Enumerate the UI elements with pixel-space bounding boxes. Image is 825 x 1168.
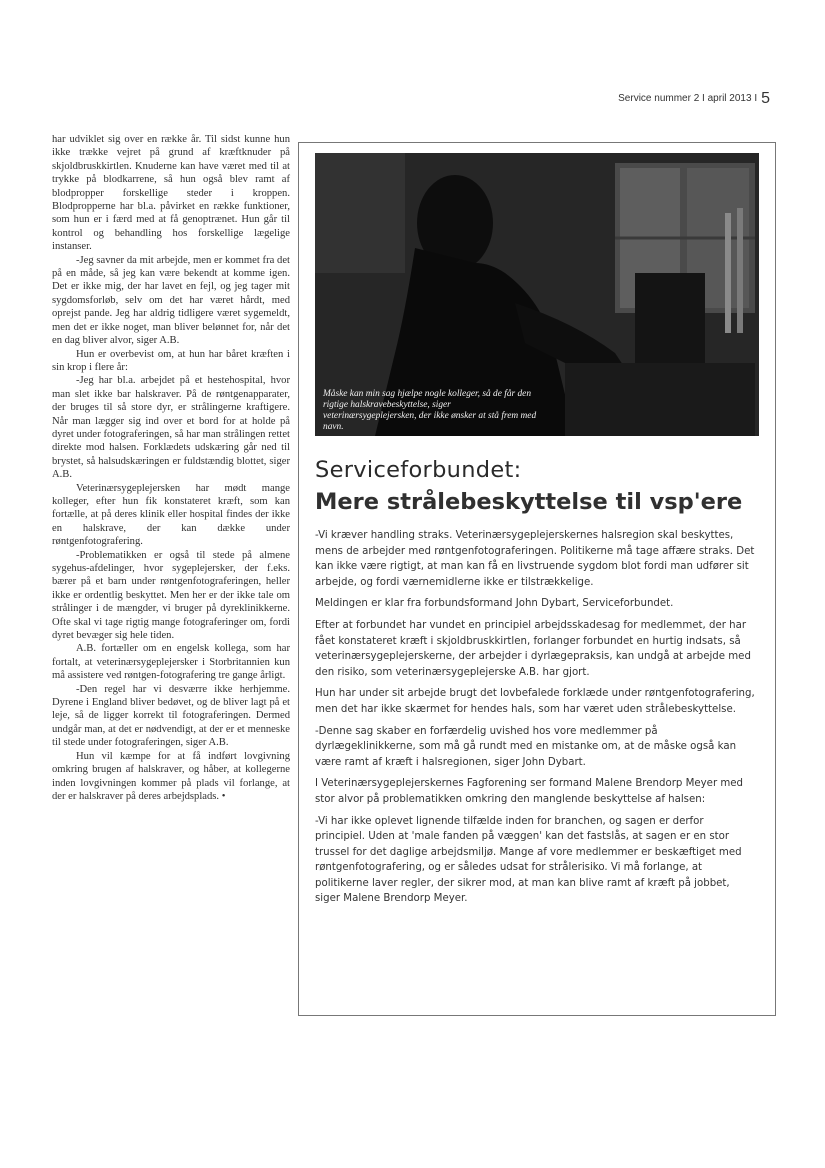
- article-photo: [315, 153, 759, 436]
- article-paragraph-1: -Vi kræver handling straks. Veterinærsygeplejerskernes halsregion skal beskyttes, mens de arbejder med røntgenfotograferingen. Politikerne må tage affære straks. Det kan ikke være rigtigt, at man kan få en livstruende sygdom blot fordi man udfører sit arbejde, og fordi værnemidlerne ikke er tilstrækkelige.: [315, 530, 755, 588]
- article-paragraph-4: Hun har under sit arbejde brugt det lovbefalede forklæde under røntgenfotografering, men det har ikke skærmet for hendes hals, som har været uden strålebeskyttelse.: [315, 688, 755, 715]
- left-column: [52, 133, 290, 803]
- left-paragraph-1: har udviklet sig over en række år. Til sidst kunne hun ikke trække vejret på grund af kræftknuder på skjoldbruskkirtlen. Knuderne kan have været med til at trykke på blodkarrene, så hun også blev ramt af blodpropper forskellige steder i kroppen. Blodpropperne har bl.a. påvirket en række funktioner, som hun er i færd med at få genoptrænet. Hun går til kontrol og behandling hos forskellige lægelige instanser.: [52, 134, 290, 253]
- left-paragraph-2: -Jeg savner da mit arbejde, men er kommet fra det på en måde, så jeg kan være bekendt at komme igen. Det er ikke mig, der har lavet en fejl, og jeg tager mit sygdomsforløb, selv om det har været hårdt, med oprejst pande. Jeg har aldrig tidligere været sygemeldt, men det er ikke noget, man bliver belønnet for, når det en dag bliver alvor, siger A.B.: [52, 254, 290, 347]
- article-body: [315, 528, 755, 913]
- header-text: Service nummer 2 I april 2013 I: [618, 93, 758, 104]
- left-paragraph-9: Hun vil kæmpe for at få indført lovgivning omkring brugen af halskraver, og håber, at kollegerne inden lovgivningen kommer på plads vil forlange, at der er halskraver på deres arbejdsplads. •: [52, 750, 290, 802]
- page-number: 5: [761, 90, 770, 107]
- article-paragraph-3: Efter at forbundet har vundet en principiel arbejdsskadesag for medlemmet, der har fået konstateret kræft i skjoldbruskkirtlen, forlanger forbundet en hurtig indsats, så veterinærsygeplejerskerne, der arbejder i dyrlægepraksis, kan undgå at arbejde med den risiko, som veterinærsygeplejerske A.B. har gjort.: [315, 619, 751, 678]
- left-paragraph-5: Veterinærsygeplejersken har mødt mange kolleger, efter hun fik konstateret kræft, som kan fortælle, at på deres klinik eller hospital findes der ikke en halskrave, der kan dække under røntgenfotografering.: [52, 482, 290, 548]
- article-headline: Mere strålebeskyttelse til vsp'ere: [315, 489, 743, 515]
- left-paragraph-4: -Jeg har bl.a. arbejdet på et hestehospital, hvor man slet ikke bar halskraver. På de røntgenapparater, der bruges til så store dyr, er strålingerne kraftigere. Når man lægger sig ind over et bord for at holde på dyret under fotograferingen, så har man strålingen rettet direkte mod halsen. Forklædets udskæring går ned til brystet, så halsudskæringen er fuldstændig blottet, siger A.B.: [52, 375, 290, 481]
- left-paragraph-7: A.B. fortæller om en engelsk kollega, som har fortalt, at veterinærsygeplejersker i Storbritannien kun må assistere ved røntgen-fotografering tre gange årligt.: [52, 643, 290, 682]
- left-paragraph-3: Hun er overbevist om, at hun har båret kræften i sin krop i flere år:: [52, 348, 290, 373]
- left-paragraph-6: -Problematikken er også til stede på almene sygehus-afdelinger, hvor sygeplejersker, der f.eks. bærer på et barn under røntgenfotograferingen, heller ikke er ordentlig beskyttet. Men her er der ikke tale om strålinger i de mængder, vi bruger på dyreklinikkerne. Ofte skal vi tage rigtig mange fotograferinger om, fordi dyret bevæger sig hele tiden.: [52, 549, 290, 642]
- article-box: [298, 142, 776, 1016]
- article-paragraph-5: -Denne sag skaber en forfærdelig uvished hos vore medlemmer på dyrlægeklinikkerne, som må gå rundt med en mistanke om, at de måske også kan være ramt af kræft i halsregionen, siger John Dybart.: [315, 725, 737, 768]
- article-paragraph-6: I Veterinærsygeplejerskernes Fagforening ser formand Malene Brendorp Meyer med stor alvor på problematikken omkring den manglende beskyttelse af halsen:: [315, 778, 744, 805]
- photo-caption: Måske kan min sag hjælpe nogle kolleger, så de får den rigtige halskravebeskyttelse, siger veterinærsygeplejersken, der ikke ønsker at stå frem med navn.: [323, 389, 537, 432]
- left-paragraph-8: -Den regel har vi desværre ikke herhjemme. Dyrene i England bliver bedøvet, og de bliver lagt på et leje, så de ligger korrekt til fotograferingen. Dermed undgår man, at det er nødvendigt, at der er et menneske til stede under fotograferingen, siger A.B.: [52, 683, 290, 749]
- article-paragraph-2: Meldingen er klar fra forbundsformand John Dybart, Serviceforbundet.: [315, 598, 674, 610]
- article-paragraph-7: -Vi har ikke oplevet lignende tilfælde inden for branchen, og sagen er derfor principiel. Uden at 'male fanden på væggen' kan det fastslås, at sagen er en stor trussel for det daglige arbejdsmiljø. Mange af vore medlemmer er beskæftiget med røntgenfotografering, og er således udsat for strålerisiko. Vi må forlange, at politikerne laver regler, der sikrer mod, at man kan blive ramt af kræft på jobbet, siger Malene Brendorp Meyer.: [315, 815, 742, 905]
- article-kicker: Serviceforbundet:: [315, 457, 522, 483]
- page-header: [560, 90, 770, 108]
